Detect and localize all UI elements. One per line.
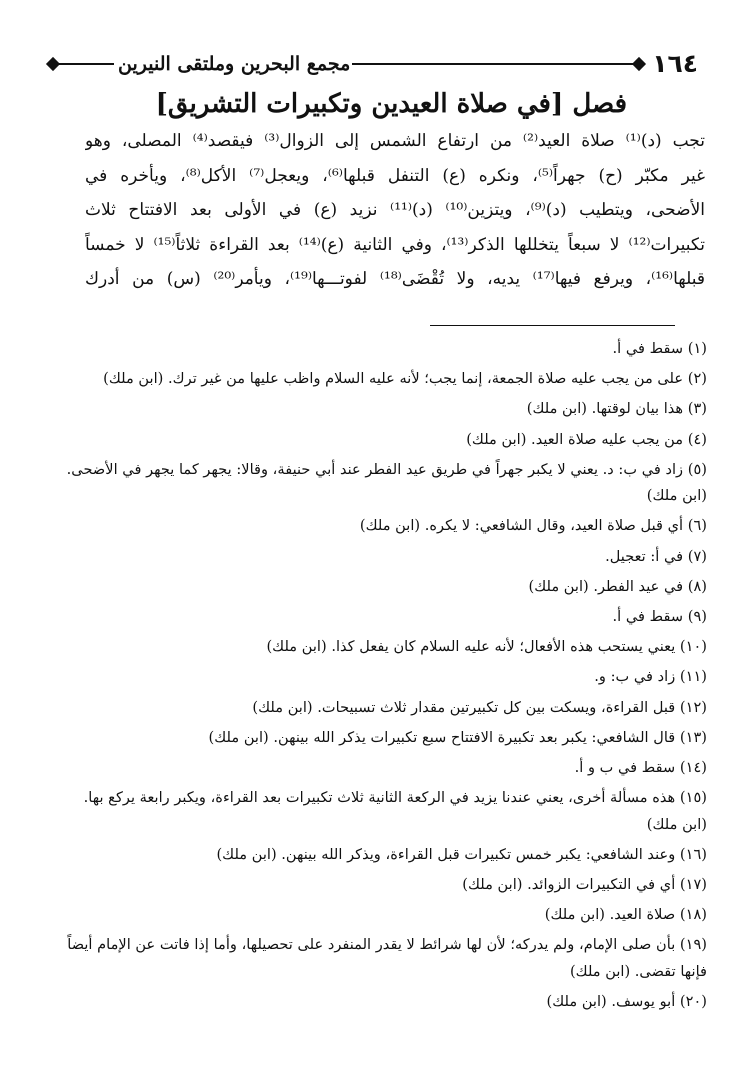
header-rule-left — [54, 63, 114, 65]
footnote-number: (١) — [687, 340, 707, 357]
footnote-number: (١١) — [679, 668, 707, 686]
footnote-text: وعند الشافعي: يكبر خمس تكبيرات قبل القراءة، ويذكر الله بينهن. (ابن ملك) — [216, 845, 676, 863]
footnote-number: (٩) — [687, 608, 707, 625]
footnote-text: زاد في ب: و. — [594, 668, 676, 686]
footnote — [57, 427, 707, 454]
footnote-number: (٧) — [687, 547, 707, 565]
footnote-number: (١٢) — [679, 698, 707, 716]
main-text-line: غير مكبّر (ح) جهراً⁽⁵⁾، ونكره (ع) التنفل قبلها⁽⁶⁾، ويعجل⁽⁷⁾ الأكل⁽⁸⁾، ويأخره في — [85, 165, 705, 186]
footnote-text: صلاة العيد. (ابن ملك) — [544, 906, 676, 924]
footnote-text: أي في التكبيرات الزوائد. (ابن ملك) — [462, 876, 676, 893]
footnote — [57, 574, 707, 601]
footnote — [57, 336, 707, 363]
footnote-separator — [430, 325, 675, 326]
footnote — [57, 872, 707, 899]
footnote — [57, 396, 707, 423]
footnote — [57, 755, 707, 782]
footnote-number: (١٣) — [679, 728, 707, 746]
footnote-text: يعني يستحب هذه الأفعال؛ لأنه عليه السلام كان يفعل كذا. (ابن ملك) — [266, 638, 676, 656]
footnote-text: سقط في أ. — [612, 608, 684, 625]
footnote-text: من يجب عليه صلاة العيد. (ابن ملك) — [466, 430, 684, 448]
footnote — [57, 842, 707, 869]
main-text-line: الأضحى، ويتطيب (د)⁽⁹⁾، ويتزين⁽¹⁰⁾ (د)⁽¹¹⁾ نزيد (ع) في الأولى بعد الافتتاح ثلاث — [85, 200, 705, 220]
footnote-number: (٨) — [687, 577, 707, 595]
footnote — [57, 989, 707, 1016]
footnote-text: هذه مسألة أخرى، يعني عندنا يزيد في الركعة الثانية ثلاث تكبيرات بعد القراءة، ويكبر رابعة يركع بها. (ابن ملك) — [83, 789, 707, 833]
section-title: فصل [في صلاة العيدين وتكبيرات التشريق] — [155, 89, 627, 119]
footnote — [57, 725, 707, 752]
footnotes — [57, 336, 707, 1019]
main-text — [85, 124, 705, 297]
footnote — [57, 902, 707, 929]
main-text-line: تكبيرات⁽¹²⁾ لا سبعاً يتخللها الذكر⁽¹³⁾، وفي الثانية (ع)⁽¹⁴⁾ بعد القراءة ثلاثاً⁽¹⁵⁾ لا خمساً — [85, 234, 705, 255]
footnote-text: في أ: تعجيل. — [605, 547, 684, 565]
footnote-text: على من يجب عليه صلاة الجمعة، إنما يجب؛ لأنه عليه السلام واظب عليها من غير ترك. (ابن ملك) — [103, 370, 684, 388]
main-text-line: قبلها⁽¹⁶⁾، ويرفع فيها⁽¹⁷⁾ يديه، ولا تُقْضَى⁽¹⁸⁾ لفوتـــها⁽¹⁹⁾، ويأمر⁽²⁰⁾ (س) من أدرك — [85, 269, 705, 289]
footnote-number: (٣) — [687, 400, 707, 418]
footnote-text: قبل القراءة، ويسكت بين كل تكبيرتين مقدار ثلاث تسبيحات. (ابن ملك) — [252, 698, 676, 716]
footnote-number: (٢) — [687, 370, 707, 388]
footnote-text: سقط في ب و أ. — [574, 758, 676, 776]
footnote-text: هذا بيان لوقتها. (ابن ملك) — [526, 400, 684, 418]
footnote — [57, 544, 707, 571]
footnote-number: (٢٠) — [679, 993, 707, 1011]
footnote — [57, 785, 707, 838]
footnote-text: زاد في ب: د. يعني لا يكبر جهراً في طريق عيد الفطر عند أبي حنيفة، وقالا: يجهر كما يجهر في الأضحى. (ابن ملك) — [66, 460, 707, 505]
running-header — [28, 50, 698, 80]
footnote-number: (٤) — [687, 430, 707, 448]
footnote — [57, 513, 707, 540]
footnote-number: (١٦) — [679, 845, 707, 863]
footnote — [57, 634, 707, 661]
footnote-number: (٦) — [687, 517, 707, 535]
book-title: مجمع البحرين وملتقى النيرين — [118, 53, 351, 75]
header-rule-right — [352, 63, 638, 65]
footnote — [57, 664, 707, 691]
footnote-number: (١٧) — [679, 876, 707, 893]
footnote-number: (١٠) — [679, 638, 707, 656]
footnote-number: (٥) — [687, 460, 707, 478]
footnote-text: في عيد الفطر. (ابن ملك) — [528, 577, 684, 595]
footnote-text: سقط في أ. — [612, 340, 684, 357]
footnote — [57, 932, 707, 985]
page-number: ١٦٤ — [652, 49, 698, 78]
footnote — [57, 366, 707, 393]
footnote-number: (١٤) — [679, 758, 707, 776]
footnote-text: قال الشافعي: يكبر بعد تكبيرة الافتتاح سبع تكبيرات يذكر الله بينهن. (ابن ملك) — [208, 728, 676, 746]
footnote-text: أي قبل صلاة العيد، وقال الشافعي: لا يكره. (ابن ملك) — [359, 517, 684, 535]
footnote-text: أبو يوسف. (ابن ملك) — [546, 993, 676, 1011]
footnote-number: (١٥) — [679, 789, 707, 807]
footnote-number: (١٩) — [679, 936, 707, 954]
header-diamond-left — [46, 57, 60, 71]
footnote — [57, 604, 707, 631]
footnote — [57, 457, 707, 510]
footnote — [57, 695, 707, 722]
footnote-number: (١٨) — [679, 906, 707, 924]
footnote-text: بأن صلى الإمام، ولم يدركه؛ لأن لها شرائط لا يقدر المنفرد على تحصيلها، وأما إذا فاتت عن الإمام أيضاً فإنها تقضى. (ابن ملك) — [67, 936, 707, 980]
main-text-line: تجب (د)⁽¹⁾ صلاة العيد⁽²⁾ من ارتفاع الشمس إلى الزوال⁽³⁾ فيقصد⁽⁴⁾ المصلى، وهو — [85, 131, 705, 151]
